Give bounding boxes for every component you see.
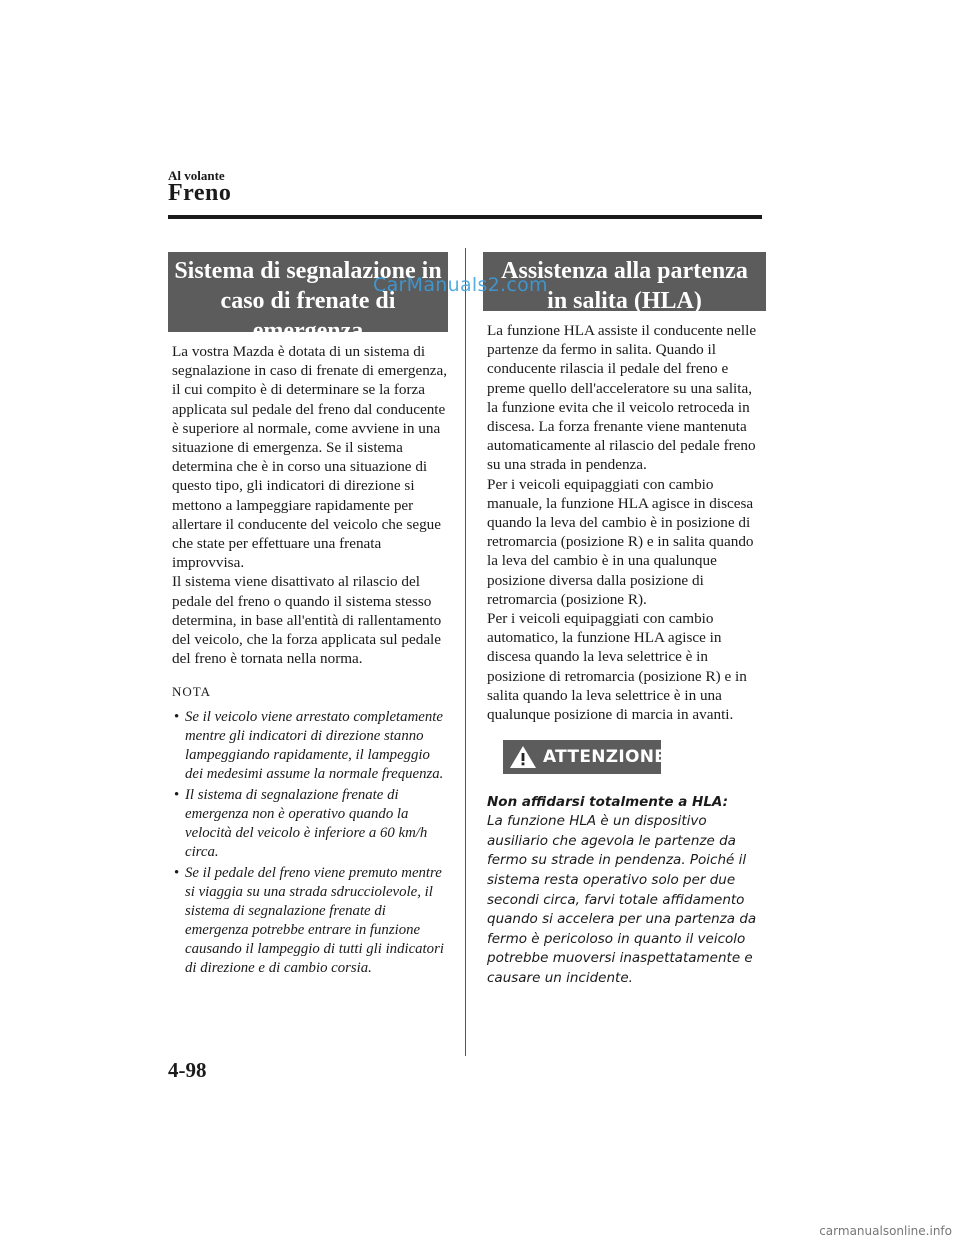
paragraph: Per i veicoli equipaggiati con cambio manuale, la funzione HLA agisce in discesa quando la leva del cambio è in posizione di retromarcia (posizione R) e in salita quando la leva del cambio è in una qualunque posizione diversa dalla posizione di retromarcia (posizione R).	[487, 475, 754, 608]
footer-site: carmanualsonline.info	[819, 1224, 952, 1238]
emergency-signal-body	[172, 342, 448, 668]
note-text: Il sistema di segnalazione frenate di emergenza non è operativo quando la velocità del veicolo è inferiore a 60 km/h circa.	[185, 787, 428, 861]
hla-body	[487, 321, 766, 724]
warning-title: Non affidarsi totalmente a HLA:	[487, 794, 729, 811]
warning-triangle-icon	[509, 745, 537, 769]
bullet-icon: •	[174, 709, 180, 726]
note-item	[168, 786, 448, 862]
left-column	[168, 252, 448, 980]
bullet-icon: •	[174, 865, 180, 882]
note-label: NOTA	[172, 684, 212, 700]
header-rule	[168, 215, 762, 219]
note-list	[168, 708, 448, 978]
right-column	[483, 252, 766, 989]
emergency-signal-heading: Sistema di segnalazione in caso di frenate di emergenza	[168, 252, 448, 332]
warning-text: La funzione HLA è un dispositivo ausiliario che agevola le partenze da fermo su strade in pendenza. Poiché il sistema resta operativo solo per due secondi circa, farvi totale affidamento quando si accelera per una partenza da fermo è pericoloso in quanto il veicolo potrebbe muoversi inaspettatamente e causare un incidente.	[487, 813, 757, 987]
hla-heading: Assistenza alla partenza in salita (HLA)	[483, 252, 766, 311]
paragraph: Per i veicoli equipaggiati con cambio automatico, la funzione HLA agisce in discesa quando la leva selettrice è in posizione di retromarcia (posizione R) e in salita quando la leva selettrice è in una qualunque posizione di marcia in avanti.	[487, 610, 747, 724]
column-divider	[465, 248, 466, 1056]
note-item	[168, 708, 448, 784]
note-item	[168, 864, 448, 978]
paragraph: La vostra Mazda è dotata di un sistema di segnalazione in caso di frenate di emergenza, il cui compito è di determinare se la forza applicata sul pedale del freno dal conducente è superiore al normale, come avviene in una situazione di emergenza. Se il sistema determina che è in corso una situazione di questo tipo, gli indicatori di direzione si mettono a lampeggiare rapidamente per allertare il conducente del veicolo che segue che state per effettuare una frenata improvvisa.	[172, 343, 448, 572]
paragraph: Il sistema viene disattivato al rilascio del pedale del freno o quando il sistema stesso determina, in base all'entità di rallentamento del veicolo, che la forza applicata sul pedale del freno è tornata nella norma.	[172, 573, 442, 668]
note-text: Se il veicolo viene arrestato completamente mentre gli indicatori di direzione stanno lampeggiando rapidamente, il lampeggio dei medesimi assume la normale frequenza.	[185, 709, 444, 783]
watermark: CarManuals2.com	[373, 274, 548, 296]
paragraph: La funzione HLA assiste il conducente nelle partenze da fermo in salita. Quando il conducente rilascia il pedale del freno e preme quello dell'acceleratore su una salita, la funzione evita che il veicolo retroceda in discesa. La forza frenante viene mantenuta automaticamente al rilascio del pedale freno su una strada in pendenza.	[487, 322, 757, 474]
note-text: Se il pedale del freno viene premuto mentre si viaggia su una strada sdrucciolevole, il sistema di segnalazione frenate di emergenza potrebbe entrare in funzione causando il lampeggio di tutti gli indicatori di direzione e di cambio corsia.	[185, 865, 444, 977]
warning-badge	[503, 740, 667, 774]
page-number: 4-98	[168, 1058, 207, 1082]
section-label: Al volante	[168, 168, 225, 183]
bullet-icon: •	[174, 787, 180, 804]
section-title: Freno	[168, 180, 232, 206]
warning-label: ATTENZIONE	[543, 747, 667, 768]
